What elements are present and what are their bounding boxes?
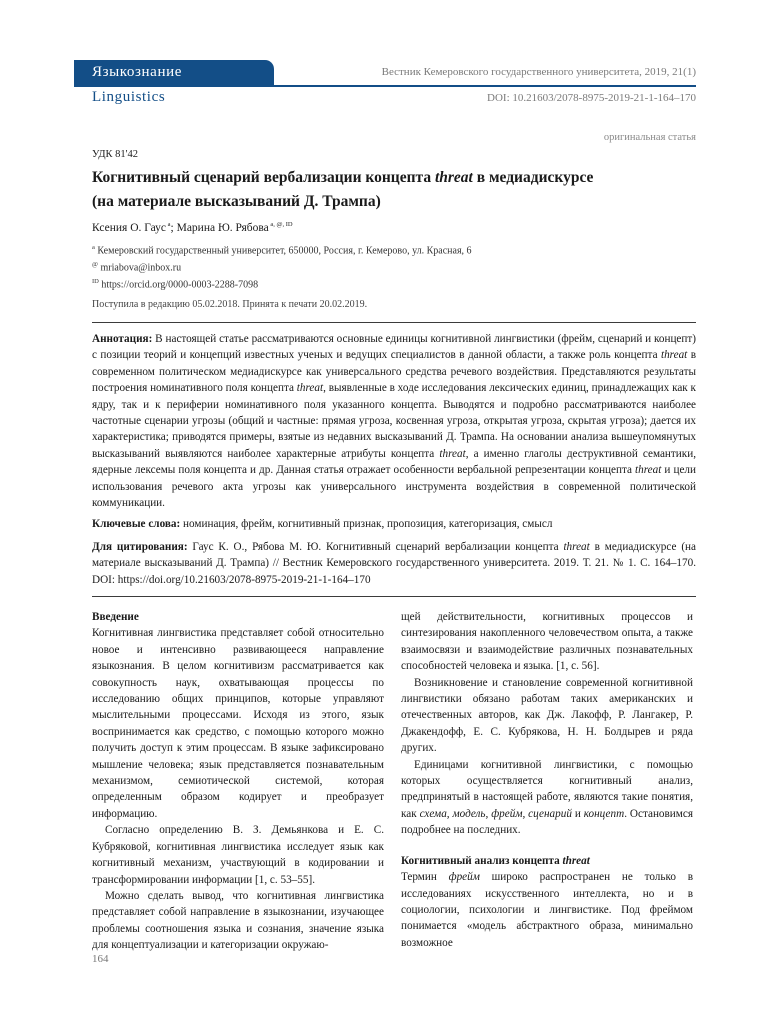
author-name: Ксения О. Гаус bbox=[92, 221, 166, 234]
article-type: оригинальная статья bbox=[603, 132, 696, 143]
section-title-ru: Языкознание bbox=[92, 64, 182, 80]
article-title: Когнитивный сценарий вербализации концепта threat в медиадискурсе (на материале высказываний Д. Трампа) bbox=[92, 169, 594, 210]
section-title-en: Linguistics bbox=[92, 89, 166, 105]
paragraph: Возникновение и становление современной когнитивной лингвистики обязано работам таких американских и отечественных авторов, как Дж. Лакофф, Р. Лангакер, Р. Джакендофф, Е. С. Кубрякова, Н. Н. Болдырев и ряда других. bbox=[401, 676, 693, 755]
body-column-right bbox=[401, 609, 693, 951]
body-column-left bbox=[92, 609, 384, 954]
paragraph: щей действительности, когнитивных процессов и синтезирования накопленного человечеством опыта, а также взаимосвязи и взаимодействие различных познавательных способностей человека и языка. [1, с. 56]. bbox=[401, 611, 693, 673]
paragraph: Когнитивная лингвистика представляет собой относительно новое и интенсивно развивающееся направление языкознания. В целом когнитивизм рассматривается как совокупность наук, охватывающая процессы по исследованию общих принципов, которые управляют мыслительными процессами. Исходя из этого, язык воспринимается как средство, с помощью которого можно получить доступ к этим процессам. В языке зафиксировано мышление человека; язык представляется познавательным механизмом, семиотической системой, которая определенным образом кодирует и преобразует информацию. bbox=[92, 627, 384, 820]
keywords: Ключевые слова: номинация, фрейм, когнитивный признак, пропозиция, категоризация, смысл bbox=[92, 518, 553, 530]
affiliation: $^a$ Кемеровский государственный университет, 650000, Россия, г. Кемерово, ул. Красная, 6 bbox=[92, 244, 472, 257]
citation: Для цитирования: Гаус К. О., Рябова М. Ю. Когнитивный сценарий вербализации концепта threat в медиадискурсе (на материале высказываний Д. Трампа) // Вестник Кемеровского государственного университета. 2019. Т. 21. № 1. С. 164–170. DOI: https://doi.org/10.21603/2078-8975-2019-21-1-164–170 bbox=[92, 541, 697, 586]
section-heading: Введение bbox=[92, 611, 139, 623]
authors: Ксения О. Гаус $^a$; Марина Ю. Рябова $^{a, @, ID}$ bbox=[92, 221, 293, 234]
paragraph: Можно сделать вывод, что когнитивная лингвистика представляет собой направление в языкознании, изучающее проблемы соотношения языка и сознания, значение языка для концептуализации и категоризации окружаю- bbox=[92, 889, 384, 952]
divider bbox=[92, 596, 696, 597]
header-doi: DOI: 10.21603/2078-8975-2019-21-1-164–170 bbox=[487, 92, 696, 104]
paragraph: Согласно определению В. З. Демьянкова и Е. С. Кубряковой, когнитивная лингвистика исследует язык как когнитивный механизм, участвующий в кодировании и трансформировании информации [1, с. 53–55]. bbox=[92, 824, 384, 886]
header-rule bbox=[74, 85, 696, 87]
section-heading: Когнитивный анализ концепта threat bbox=[401, 854, 590, 867]
received-date: Поступила в редакцию 05.02.2018. Принята к печати 20.02.2019. bbox=[92, 299, 368, 310]
paragraph: Термин фрейм широко распространен не только в исследованиях искусственного интеллекта, но и в социологии, психологии и лингвистике. Под фреймом понимается «модель абстрактного образа, минимально возможное bbox=[401, 871, 693, 949]
udc-code: УДК 81'42 bbox=[92, 149, 139, 160]
email[interactable]: @ mriabova@inbox.ru bbox=[92, 261, 182, 274]
abstract: Аннотация: В настоящей статье рассматриваются основные единицы когнитивной лингвистики (фрейм, сценарий и концепт) с позиции теорий и концепций известных ученых и ведущих специалистов в данной области, а также роль концепта threat в современном политическом медиадискурсе как универсального средства речевого воздействия. Представляются результаты построения номинативного поля концепта threat, выявленные в ходе исследования лексических единиц, принадлежащих как к ядру, так и к периферии номинативного поля указанного концепта. Выводятся и подробно рассматриваются наиболее частотные сценарии угрозы (общий и частные: прямая угроза, косвенная угроза, открытая угроза, скрытая угроза); дается их характеристика; приводятся примеры, взятые из недавних высказываний Д. Трампа. На основании анализа вышеупомянутых высказываний выявляются наиболее характерные атрибуты концепта threat, а именно глаголы деструктивной семантики, ядерные лексемы поля концепта и др. Данная статья отражает особенности вербальной репрезентации концепта threat и цели использования речевого акта угрозы как универсального инструмента воздействия в современной политической коммуникации. bbox=[92, 333, 697, 510]
journal-title: Вестник Кемеровского государственного университета, 2019, 21(1) bbox=[381, 66, 696, 78]
orcid-link[interactable]: $^{ID}$ https://orcid.org/0000-0003-2288-7098 bbox=[92, 278, 259, 291]
divider bbox=[92, 322, 696, 323]
author-name: Марина Ю. Рябова bbox=[176, 221, 269, 234]
page-number: 164 bbox=[92, 953, 109, 965]
paragraph: Единицами когнитивной лингвистики, с помощью которых осуществляется когнитивный анализ, предпринятый в настоящей работе, являются такие понятия, как схема, модель, фрейм, сценарий и концепт. Остановимся подробнее на последних. bbox=[401, 758, 693, 837]
